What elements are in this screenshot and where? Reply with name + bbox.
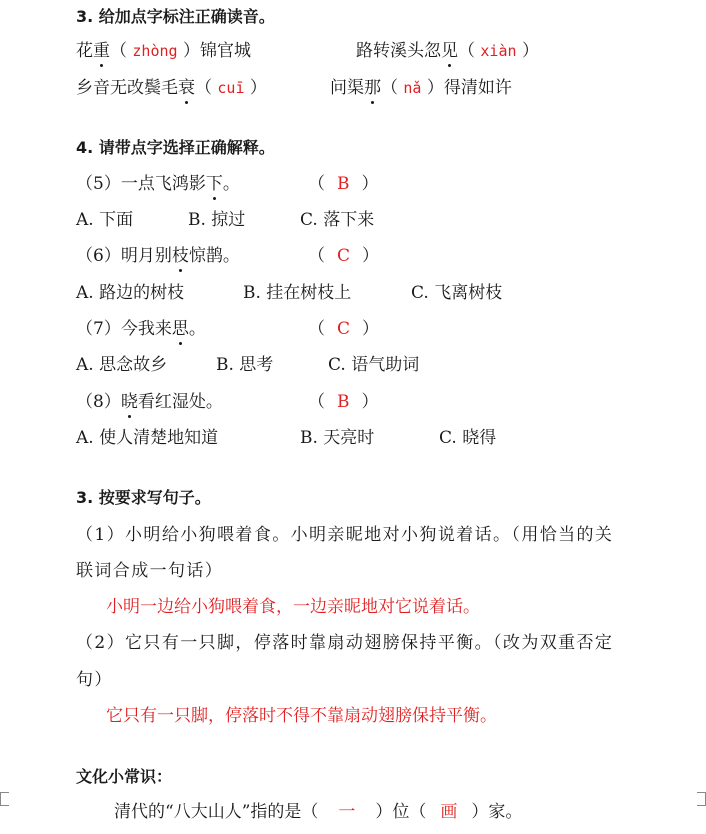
- dotted-char: 晓: [120, 392, 138, 412]
- option-8a: A. 使人清楚地知道: [76, 428, 219, 448]
- option-8b: B. 天亮时: [300, 428, 375, 448]
- answer-pinyin: xiàn: [480, 42, 517, 60]
- answer-5: [308, 173, 379, 195]
- answer-choice: B: [337, 392, 350, 412]
- page-corner-mark: [0, 792, 9, 806]
- pinyin-row-2: [76, 77, 267, 99]
- option-5c: C. 落下来: [300, 210, 375, 230]
- dotted-char: 下: [205, 174, 223, 194]
- option-7c: C. 语气助词: [328, 355, 420, 375]
- question-text: 惊鹊。: [188, 246, 240, 266]
- question-5: [76, 173, 240, 195]
- option-6b: B. 挂在树枝上: [243, 283, 352, 303]
- answer-pinyin: zhòng: [132, 42, 178, 60]
- pinyin-row-1b: [356, 40, 539, 62]
- dotted-char: 思: [171, 319, 189, 339]
- phrase-text: ）锦官城: [182, 41, 251, 61]
- answer-choice: B: [337, 174, 350, 194]
- sentence-question-1-cont: 联词合成一句话）: [76, 561, 224, 581]
- paren-open: （: [458, 41, 475, 61]
- sentence-answer-2: 它只有一只脚，停落时不得不靠扇动翅膀保持平衡。: [106, 706, 497, 726]
- paren-open: （: [308, 246, 325, 266]
- answer-pinyin: cuī: [217, 79, 245, 97]
- paren-open: （: [195, 78, 212, 98]
- option-6c: C. 飞离树枝: [411, 283, 503, 303]
- phrase-text: ）得清如许: [426, 78, 512, 98]
- answer-choice: C: [337, 319, 351, 339]
- option-7a: A. 思念故乡: [76, 355, 168, 375]
- question-text: 。: [222, 174, 240, 194]
- dotted-char: 衰: [178, 78, 195, 98]
- answer-6: [308, 245, 379, 267]
- phrase-text: 乡音无改鬓毛: [76, 78, 178, 98]
- answer-7: [308, 318, 379, 340]
- question-text: ）家。: [471, 802, 523, 822]
- paren-close: ）: [361, 174, 379, 194]
- pinyin-row-2b: [330, 77, 512, 99]
- paren-close: ）: [521, 41, 539, 61]
- sentence-question-2-cont: 句）: [76, 670, 113, 690]
- question-text: （8）: [76, 392, 121, 412]
- option-7b: B. 思考: [216, 355, 274, 375]
- question-text: ）位（: [375, 802, 427, 822]
- paren-close: ）: [361, 392, 379, 412]
- dotted-char: 见: [441, 41, 458, 61]
- question-text: （6）明月别: [76, 246, 172, 266]
- pinyin-row-1: [76, 40, 251, 62]
- answer-8: [308, 391, 379, 413]
- section-2-heading: 4. 请带点字选择正确解释。: [76, 138, 275, 157]
- answer-choice: C: [337, 246, 351, 266]
- phrase-text: 问渠: [330, 78, 364, 98]
- culture-question: [114, 801, 522, 823]
- paren-open: （: [308, 392, 325, 412]
- question-text: （7）今我来: [76, 319, 172, 339]
- section-3-heading: 3. 按要求写句子。: [76, 488, 211, 507]
- option-6a: A. 路边的树枝: [76, 283, 185, 303]
- page-corner-mark: [697, 792, 706, 806]
- sentence-question-2: （2）它只有一只脚，停落时靠扇动翅膀保持平衡。（改为双重否定: [76, 633, 614, 653]
- question-text: 。: [188, 319, 206, 339]
- answer-pinyin: nǎ: [403, 79, 422, 97]
- dotted-char: 那: [364, 78, 381, 98]
- culture-heading: 文化小常识：: [76, 767, 173, 786]
- sentence-answer-1: 小明一边给小狗喂着食，一边亲昵地对它说着话。: [106, 597, 480, 617]
- dotted-char: 重: [93, 41, 110, 61]
- section-1-heading: 3. 给加点字标注正确读音。: [76, 7, 275, 26]
- paren-close: ）: [362, 319, 380, 339]
- option-8c: C. 晓得: [439, 428, 497, 448]
- question-7: [76, 318, 206, 340]
- question-text: 清代的“八大山人”指的是（: [114, 802, 319, 822]
- paren-close: ）: [362, 246, 380, 266]
- question-text: （5）一点飞鸿影: [76, 174, 206, 194]
- paren-open: （: [308, 174, 325, 194]
- dotted-char: 枝: [171, 246, 189, 266]
- paren-open: （: [110, 41, 127, 61]
- question-text: 看红湿处。: [137, 392, 223, 412]
- answer-fill: 画: [440, 802, 458, 822]
- paren-close: ）: [249, 78, 267, 98]
- paren-open: （: [308, 319, 325, 339]
- option-5b: B. 掠过: [188, 210, 246, 230]
- question-6: [76, 245, 240, 267]
- sentence-question-1: （1）小明给小狗喂着食。小明亲昵地对小狗说着话。（用恰当的关: [76, 525, 614, 545]
- answer-fill: 一: [338, 802, 356, 822]
- question-8: [76, 391, 223, 413]
- option-5a: A. 下面: [76, 210, 134, 230]
- paren-open: （: [381, 78, 398, 98]
- phrase-text: 花: [76, 41, 93, 61]
- phrase-text: 路转溪头忽: [356, 41, 441, 61]
